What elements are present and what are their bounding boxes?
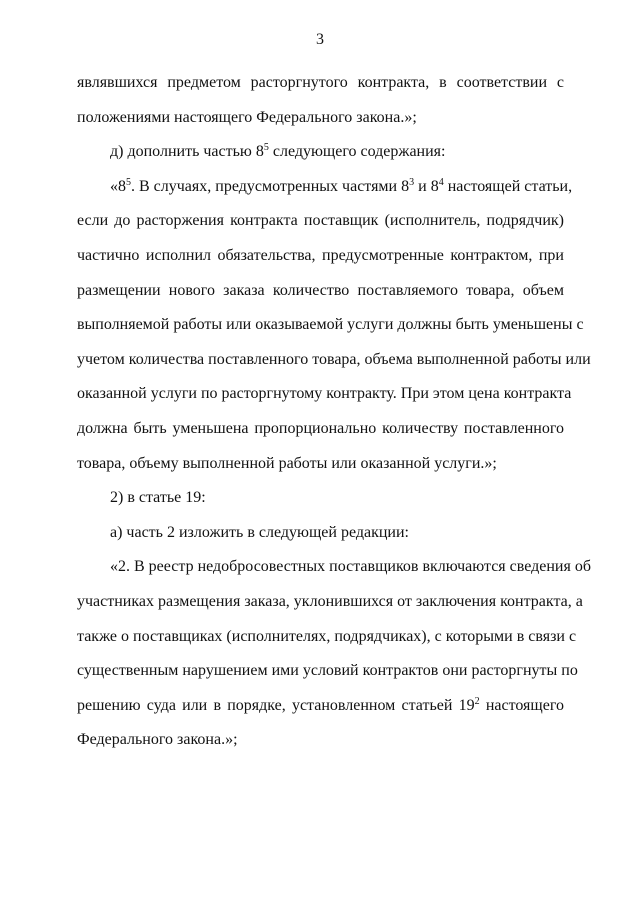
document-body bbox=[77, 66, 591, 758]
text-line: «2. В реестр недобросовестных поставщиков включаются сведения об bbox=[110, 558, 591, 576]
text-run: настоящей статьи, bbox=[443, 177, 573, 195]
text-run: решению суда или в порядке, установленном статьей 19 bbox=[77, 696, 475, 714]
superscript: 2 bbox=[474, 695, 480, 707]
text-line: 2) в статье 19: bbox=[110, 489, 206, 507]
text-line bbox=[77, 170, 573, 205]
text-line bbox=[77, 135, 564, 170]
superscript: 5 bbox=[126, 176, 131, 188]
text-line: также о поставщиках (исполнителях, подрядчиках), с которыми в связи с bbox=[77, 627, 577, 645]
text-line: учетом количества поставленного товара, объема выполненной работы или bbox=[77, 350, 591, 368]
text-line: а) часть 2 изложить в следующей редакции: bbox=[110, 523, 409, 541]
text-line: частично исполнил обязательства, предусмотренные контрактом, при bbox=[77, 246, 564, 264]
text-line: оказанной услуги по расторгнутому контракту. При этом цена контракта bbox=[77, 385, 572, 403]
text-line: выполняемой работы или оказываемой услуги должны быть уменьшены с bbox=[77, 316, 584, 334]
text-line: должна быть уменьшена пропорционально количеству поставленного bbox=[77, 419, 564, 437]
text-line: положениями настоящего Федерального закона.»; bbox=[77, 108, 417, 126]
text-line: размещении нового заказа количество поставляемого товара, объем bbox=[77, 281, 564, 299]
text-line bbox=[77, 689, 564, 724]
text-run: следующего содержания: bbox=[268, 143, 446, 161]
text-line: являвшихся предметом расторгнутого контракта, в соответствии с bbox=[77, 74, 564, 91]
text-line: участниках размещения заказа, уклонившихся от заключения контракта, а bbox=[77, 592, 583, 610]
page-number: 3 bbox=[316, 31, 324, 48]
text-run: и 8 bbox=[414, 177, 439, 195]
text-line: существенным нарушением ими условий контрактов они расторгнуты по bbox=[77, 662, 578, 680]
superscript: 4 bbox=[438, 176, 444, 188]
text-run: . В случаях, предусмотренных частями 8 bbox=[131, 177, 410, 195]
text-line: если до расторжения контракта поставщик (исполнитель, подрядчик) bbox=[77, 212, 564, 230]
text-line: товара, объему выполненной работы или оказанной услуги.»; bbox=[77, 454, 497, 472]
text-run: настоящего bbox=[479, 696, 564, 714]
text-run: д) дополнить частью 8 bbox=[110, 143, 264, 161]
text-run: «8 bbox=[110, 177, 126, 195]
superscript: 3 bbox=[409, 176, 415, 188]
text-line: Федерального закона.»; bbox=[77, 731, 238, 749]
superscript: 5 bbox=[263, 142, 269, 154]
